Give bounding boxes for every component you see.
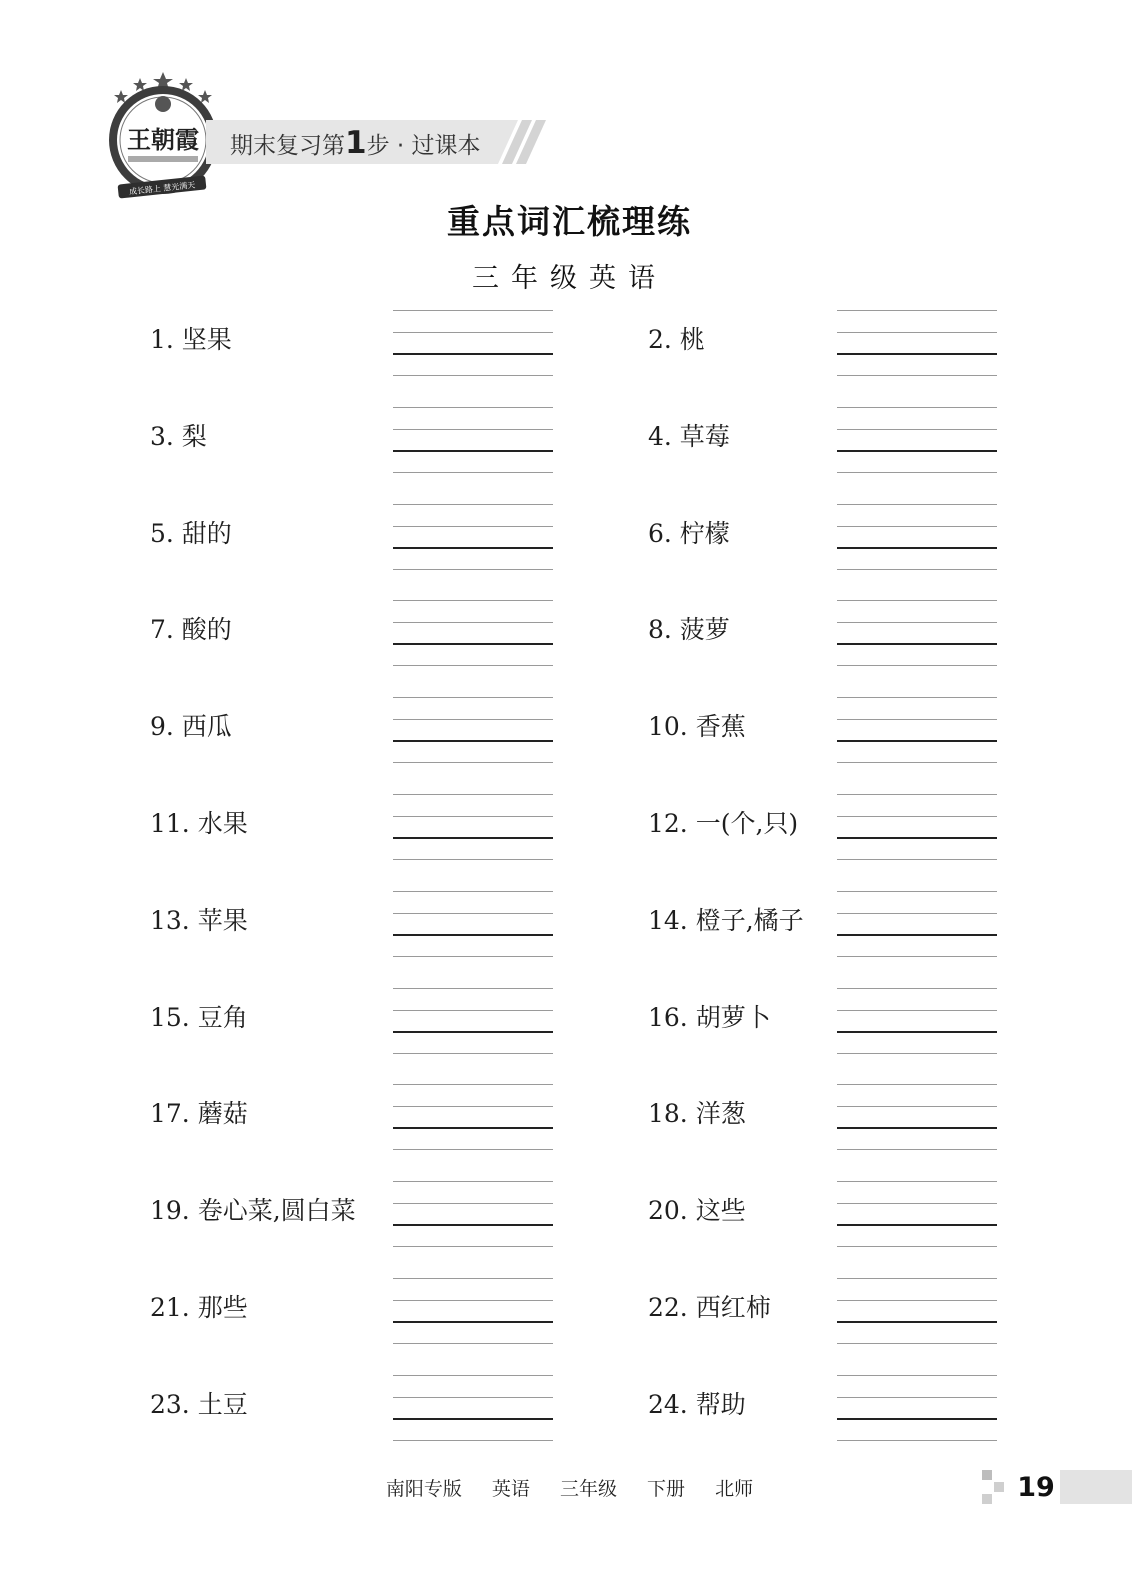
banner-suffix: 步 · 过课本 [366,133,481,159]
vocab-label: 3. 梨 [150,422,207,451]
writing-lines[interactable] [393,502,553,598]
writing-lines[interactable] [393,1373,553,1469]
svg-text:成长路上 慧光满天: 成长路上 慧光满天 [128,180,196,197]
writing-lines[interactable] [837,695,997,791]
writing-lines[interactable] [837,308,997,404]
writing-lines[interactable] [837,1082,997,1178]
writing-lines[interactable] [837,1179,997,1275]
vocab-label: 17. 蘑菇 [150,1099,248,1128]
writing-lines[interactable] [393,1276,553,1372]
vocab-label: 20. 这些 [648,1196,746,1225]
vocab-label: 22. 西红柿 [648,1293,771,1322]
vocab-item [0,695,560,791]
page-footer [0,1474,1139,1501]
vocab-item [0,1082,560,1178]
vocab-item [0,792,560,888]
vocab-item [0,502,560,598]
footer-grade: 三年级 [559,1478,617,1500]
vocab-item [0,889,560,985]
footer-subject: 英语 [491,1478,530,1500]
vocab-label: 2. 桃 [648,325,705,354]
writing-lines[interactable] [393,986,553,1082]
vocab-item [0,1276,560,1372]
writing-lines[interactable] [393,598,553,694]
vocab-label: 4. 草莓 [648,422,730,451]
vocab-item [0,308,560,404]
banner-label [230,124,481,162]
vocab-item [0,598,560,694]
vocab-label: 7. 酸的 [150,615,232,644]
writing-lines[interactable] [837,405,997,501]
writing-lines[interactable] [837,889,997,985]
vocab-label: 23. 土豆 [150,1390,248,1419]
brand-logo [104,70,222,202]
vocab-label: 6. 柠檬 [648,519,730,548]
vocab-item [0,986,560,1082]
writing-lines[interactable] [393,405,553,501]
writing-lines[interactable] [393,1179,553,1275]
vocab-item [0,405,560,501]
footer-edition: 南阳专版 [385,1478,462,1500]
vocab-label: 1. 坚果 [150,325,232,354]
page-number: 19 [1017,1472,1055,1503]
svg-text:王朝霞: 王朝霞 [127,125,199,154]
footer-volume: 下册 [647,1478,686,1500]
vocab-label: 15. 豆角 [150,1003,248,1032]
writing-lines[interactable] [837,1373,997,1469]
vocab-label: 9. 西瓜 [150,712,232,741]
vocab-label: 18. 洋葱 [648,1099,746,1128]
writing-lines[interactable] [837,1276,997,1372]
writing-lines[interactable] [393,695,553,791]
writing-lines[interactable] [837,986,997,1082]
writing-lines[interactable] [837,502,997,598]
vocab-label: 13. 苹果 [150,906,248,935]
vocab-label: 19. 卷心菜,圆白菜 [150,1196,356,1225]
vocab-label: 24. 帮助 [648,1390,746,1419]
vocab-label: 16. 胡萝卜 [648,1003,771,1032]
vocab-item [0,1373,560,1469]
vocab-label: 12. 一(个,只) [648,809,799,838]
writing-lines[interactable] [393,792,553,888]
banner-step-number: 1 [345,125,367,161]
vocab-label: 11. 水果 [150,809,248,838]
vocab-item [0,1179,560,1275]
writing-lines[interactable] [393,889,553,985]
page-title: 重点词汇梳理练 [447,202,692,241]
vocab-label: 8. 菠萝 [648,615,730,644]
footer-publisher: 北师 [715,1478,754,1500]
vocab-label: 10. 香蕉 [648,712,746,741]
vocab-label: 21. 那些 [150,1293,248,1322]
writing-lines[interactable] [393,1082,553,1178]
vocab-label: 5. 甜的 [150,519,232,548]
writing-lines[interactable] [837,792,997,888]
writing-lines[interactable] [837,598,997,694]
banner-prefix: 期末复习第 [230,133,345,159]
vocab-label: 14. 橙子,橘子 [648,906,804,935]
page-subtitle: 三年级英语 [472,263,667,294]
writing-lines[interactable] [393,308,553,404]
